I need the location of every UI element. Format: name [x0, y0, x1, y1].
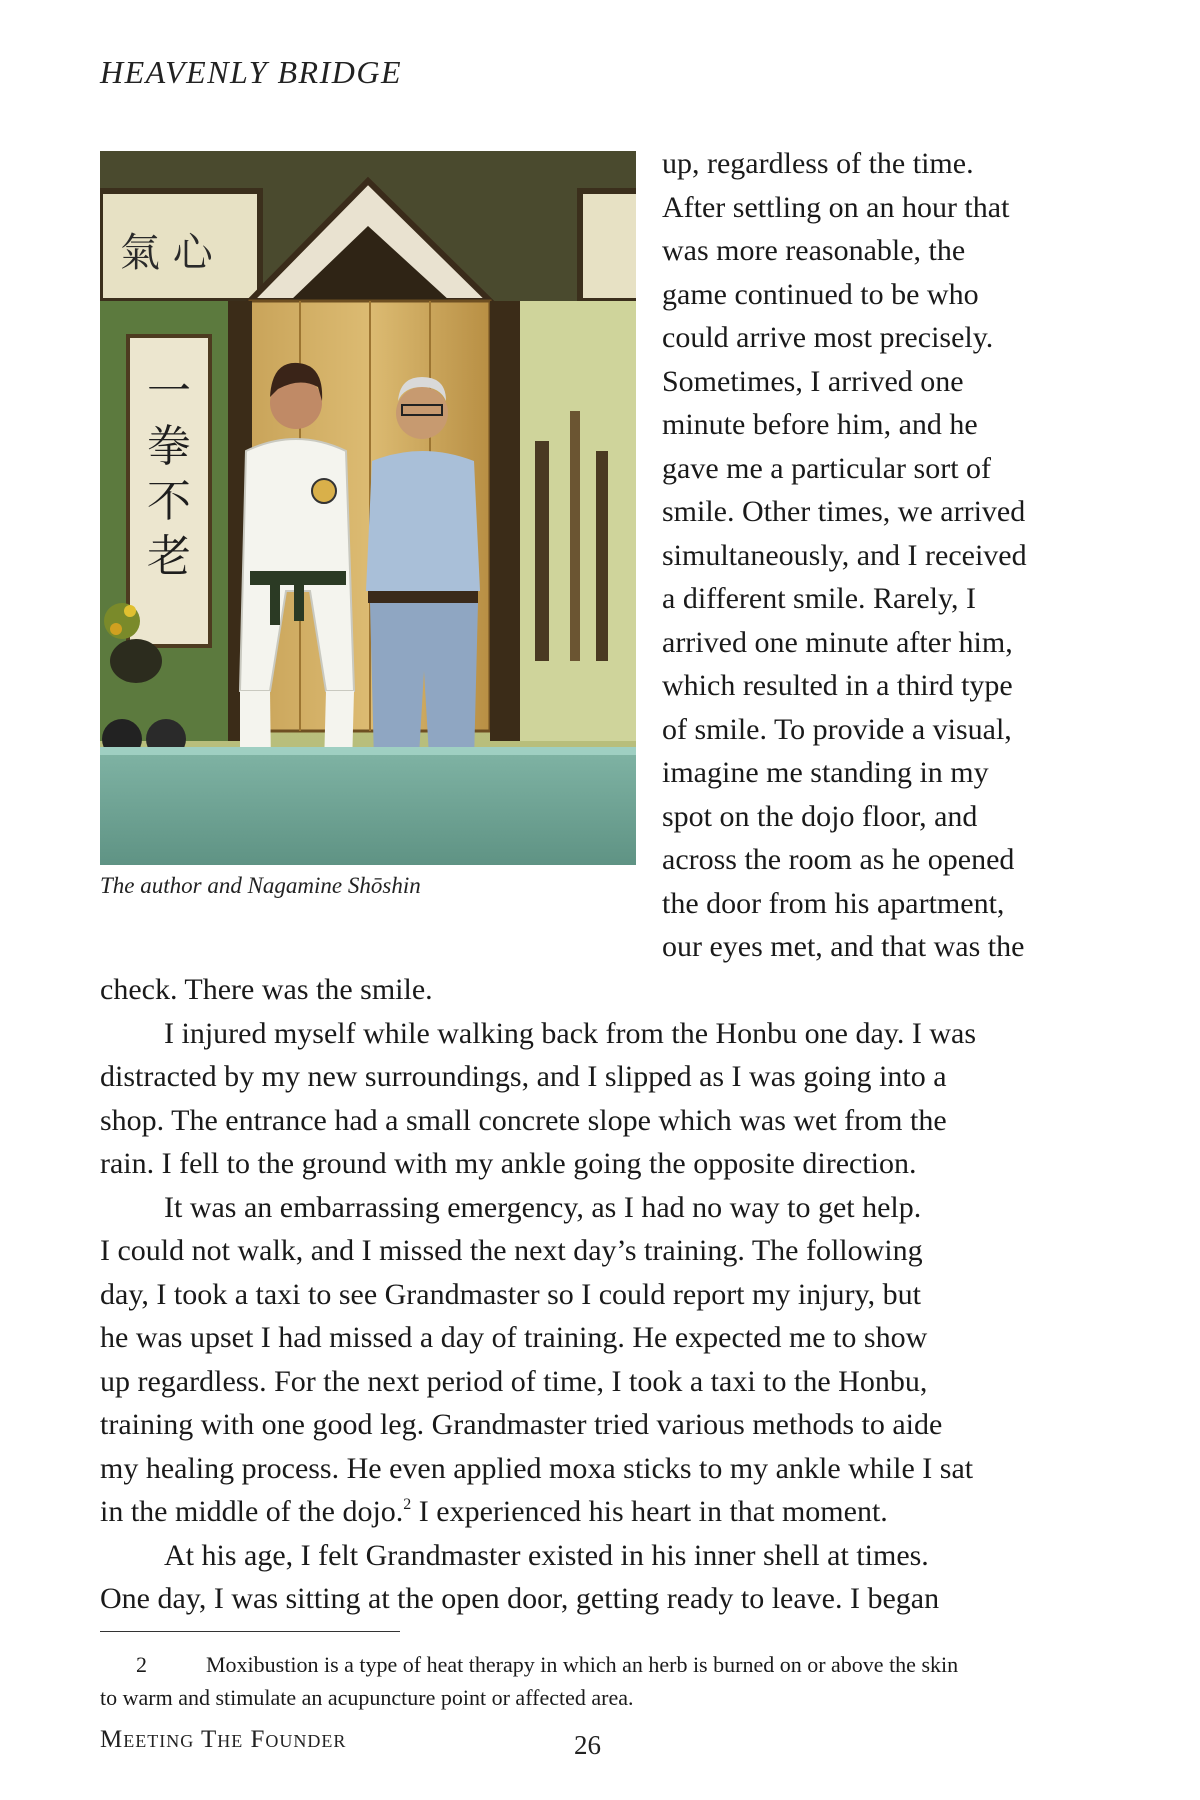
side-text-line: up, regardless of the time.: [662, 147, 974, 180]
body-text-line: [100, 1142, 1100, 1186]
body-text-line: [100, 1403, 1100, 1447]
body-text-segment: training with one good leg. Grandmaster tried various methods to aide: [100, 1408, 943, 1441]
side-text-line: smile. Other times, we arrived: [662, 495, 1026, 528]
body-text-line: [100, 1099, 1100, 1143]
side-text-line: simultaneously, and I received: [662, 538, 1027, 572]
body-text-line: [100, 1229, 1100, 1273]
running-header: HEAVENLY BRIDGE: [100, 54, 403, 90]
body-text-segment: day, I took a taxi to see Grandmaster so I could report my injury, but: [100, 1277, 921, 1311]
body-text-segment: At his age, I felt Grandmaster existed in his inner shell at times.: [164, 1538, 929, 1572]
body-text-segment: up regardless. For the next period of time, I took a taxi to the Honbu,: [100, 1364, 928, 1398]
body-text-segment: One day, I was sitting at the open door, getting ready to leave. I began: [100, 1582, 940, 1615]
side-text-line: After settling on an hour that: [662, 190, 1010, 224]
body-paragraphs: [100, 968, 1100, 1621]
side-text-line: the door from his apartment,: [662, 886, 1005, 920]
body-text-segment: shop. The entrance had a small concrete slope which was wet from the: [100, 1103, 947, 1137]
side-text-line: arrived one minute after him,: [662, 625, 1013, 659]
body-text-segment: he was upset I had missed a day of training. He expected me to show: [100, 1321, 928, 1354]
body-text-line: [100, 1273, 1100, 1317]
footnote-text-1: Moxibustion is a type of heat therapy in which an herb is burned on or above the skin: [206, 1652, 959, 1677]
side-text-line: our eyes met, and that was the: [662, 930, 1025, 963]
body-text-line: [100, 1360, 1100, 1404]
side-paragraph: [662, 142, 1102, 969]
svg-text:老: 老: [147, 531, 191, 582]
body-text-line: [100, 968, 1100, 1012]
body-text-line: [100, 1012, 1100, 1056]
body-text-line: [100, 1447, 1100, 1491]
side-text-line: gave me a particular sort of: [662, 451, 992, 485]
body-text-segment: check. There was the smile.: [100, 973, 433, 1006]
body-text-line: [100, 1490, 1100, 1534]
side-text-line: could arrive most precisely.: [662, 321, 994, 354]
side-text-line: spot on the dojo floor, and: [662, 799, 978, 833]
photo-figure: [100, 151, 636, 865]
svg-text:一: 一: [147, 366, 191, 417]
footnote-number: 2: [136, 1652, 147, 1677]
side-text-line: across the room as he opened: [662, 843, 1015, 876]
svg-text:不: 不: [147, 476, 191, 527]
chapter-footer: Meeting The Founder: [100, 1726, 347, 1753]
side-text-line: Sometimes, I arrived one: [662, 364, 964, 398]
body-text-line: [100, 1577, 1100, 1621]
photo-caption: The author and Nagamine Shōshin: [100, 873, 421, 898]
body-text-line: [100, 1534, 1100, 1578]
side-text-line: a different smile. Rarely, I: [662, 582, 977, 615]
body-text-segment: I could not walk, and I missed the next day’s training. The following: [100, 1234, 923, 1267]
svg-text:氣 心: 氣 心: [120, 230, 213, 276]
side-text-line: was more reasonable, the: [662, 234, 966, 267]
body-text-segment: I experienced his heart in that moment.: [411, 1495, 888, 1528]
side-text-line: which resulted in a third type: [662, 669, 1013, 702]
body-text-segment: my healing process. He even applied moxa sticks to my ankle while I sat: [100, 1451, 974, 1485]
body-text-segment: I injured myself while walking back from the Honbu one day. I was: [164, 1016, 977, 1050]
body-text-line: [100, 1186, 1100, 1230]
side-text-line: minute before him, and he: [662, 408, 978, 441]
side-text-line: imagine me standing in my: [662, 756, 989, 789]
footnote: [100, 1648, 1100, 1714]
svg-text:拳: 拳: [147, 421, 191, 472]
footnote-rule: [100, 1631, 400, 1632]
page-number: 26: [574, 1730, 601, 1760]
side-text-line: game continued to be who: [662, 277, 979, 311]
body-text-segment: It was an embarrassing emergency, as I had no way to get help.: [164, 1190, 922, 1224]
body-text-segment: distracted by my new surroundings, and I slipped as I was going into a: [100, 1060, 947, 1093]
body-text-segment: rain. I fell to the ground with my ankle going the opposite direction.: [100, 1147, 917, 1180]
body-text-line: [100, 1055, 1100, 1099]
dojo-photo: [100, 151, 636, 865]
body-text-line: [100, 1316, 1100, 1360]
body-text-segment: in the middle of the dojo.: [100, 1495, 404, 1528]
footnote-line-1: [100, 1648, 1100, 1681]
footnote-line-2: to warm and stimulate an acupuncture point or affected area.: [100, 1685, 634, 1710]
footnote-reference: 2: [403, 1496, 412, 1513]
side-text-line: of smile. To provide a visual,: [662, 712, 1012, 746]
